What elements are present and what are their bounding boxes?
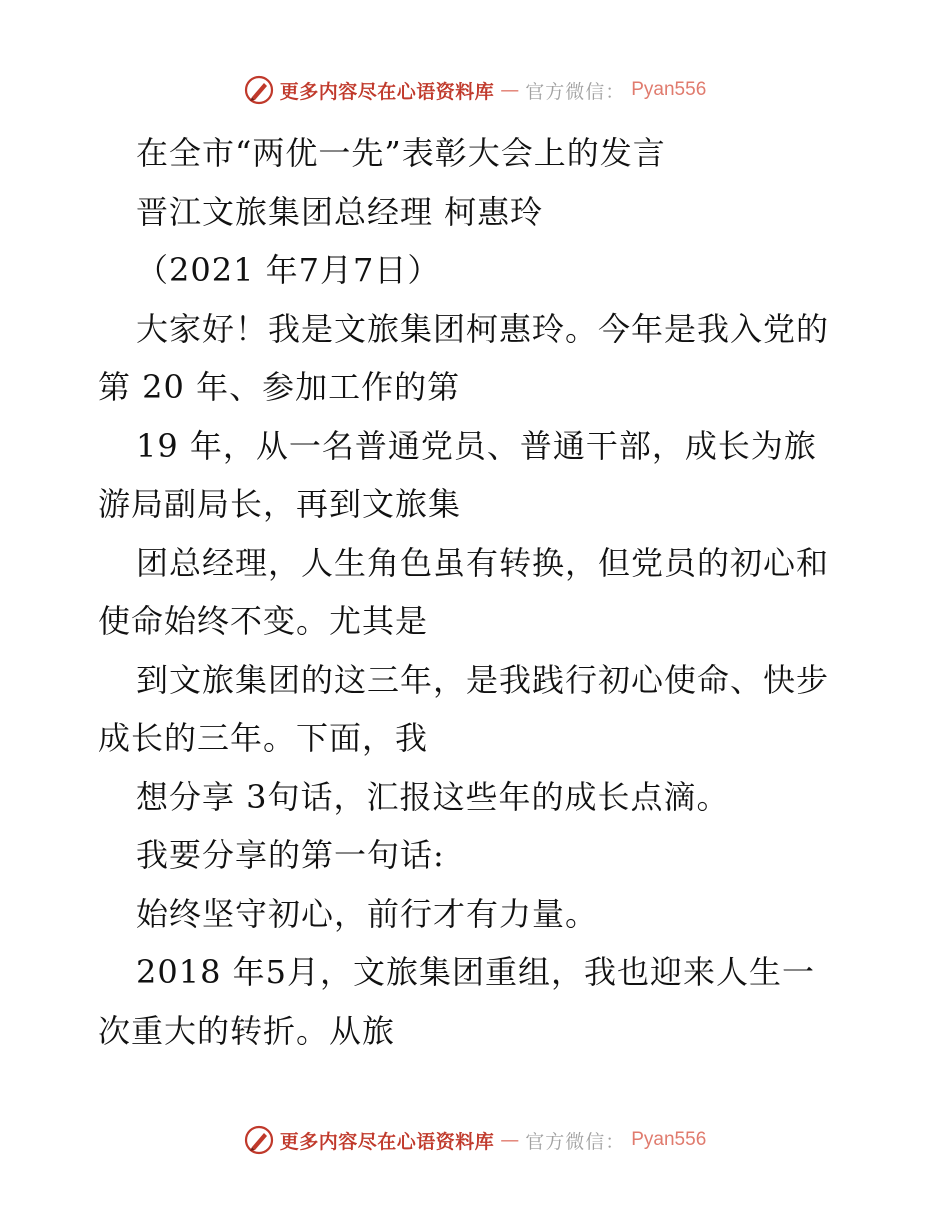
paragraph-line: 2018 年5月，文旅集团重组，我也迎来人生一 (136, 953, 815, 991)
paragraph-line: 使命始终不变。尤其是 (98, 602, 429, 640)
paragraph-line: 第 20 年、参加工作的第 (98, 368, 461, 406)
watermark-wechat-label: 官方微信： (525, 1130, 626, 1153)
watermark-dash: — (500, 79, 520, 101)
section-subheading: 始终坚守初心，前行才有力量。 (136, 894, 599, 933)
paragraph-line: 次重大的转折。从旅 (98, 1011, 396, 1050)
watermark-wechat-id: Pyan556 (631, 1129, 707, 1150)
document-body (98, 124, 868, 1060)
paragraph-line: 到文旅集团的这三年，是我践行初心使命、快步 (136, 660, 830, 699)
section-heading: 我要分享的第一句话: (136, 836, 445, 874)
paragraph-line: 团总经理，人生角色虽有转换，但党员的初心和 (136, 543, 830, 582)
watermark-wechat-label: 官方微信： (525, 80, 626, 103)
paragraph-line: 想分享 3句话，汇报这些年的成长点滴。 (136, 777, 730, 816)
watermark-brand-text: 更多内容尽在心语资料库 (279, 1130, 495, 1153)
header-watermark (0, 70, 950, 110)
paragraph-line: 大家好！我是文旅集团柯惠玲。今年是我入党的 (136, 309, 830, 348)
date-line: （2021 年7月7日） (136, 251, 441, 289)
paragraph-line: 游局副局长，再到文旅集 (98, 485, 462, 523)
watermark-wechat-id: Pyan556 (631, 79, 707, 100)
paragraph-line: 成长的三年。下面，我 (98, 719, 429, 757)
watermark-dash: — (500, 1129, 520, 1151)
pen-logo-icon (244, 75, 274, 105)
watermark-brand-text: 更多内容尽在心语资料库 (279, 80, 495, 103)
document-title: 在全市“两优一先”表彰大会上的发言 (136, 134, 666, 172)
paragraph-line: 19 年，从一名普通党员、普通干部，成长为旅 (136, 426, 817, 465)
speaker-line: 晋江文旅集团总经理 柯惠玲 (136, 192, 544, 231)
footer-watermark (0, 1120, 950, 1160)
pen-logo-icon (244, 1125, 274, 1155)
